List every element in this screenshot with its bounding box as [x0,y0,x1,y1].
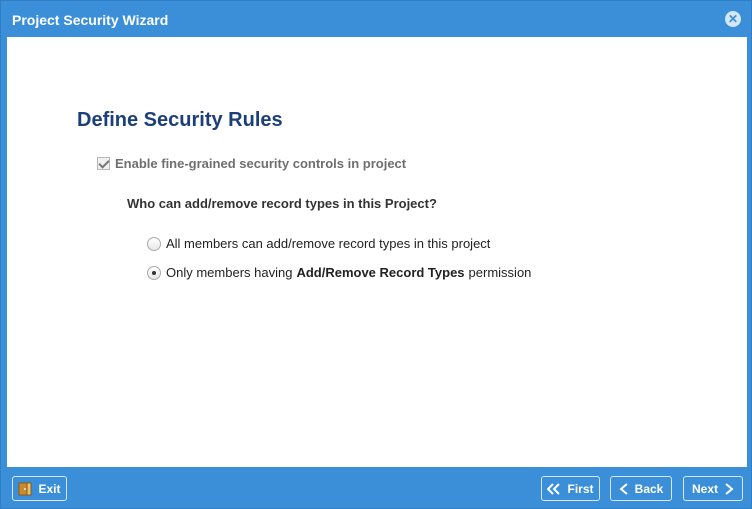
radio-all-members[interactable] [147,237,161,251]
radio-option-all-members[interactable] [147,236,490,251]
radio-permission-only[interactable] [147,266,161,280]
chevron-right-icon [724,483,734,495]
exit-button[interactable] [12,476,67,501]
exit-label: Exit [38,481,61,496]
next-button[interactable] [683,476,743,501]
enable-security-checkbox[interactable] [97,157,110,170]
radio-option-permission-only[interactable] [147,265,531,280]
title-bar [1,1,751,37]
page-title: Define Security Rules [77,109,283,131]
close-icon[interactable]: ✕ [725,11,741,27]
wizard-footer [1,467,751,509]
dialog-title: Project Security Wizard [12,12,169,28]
enable-security-label: Enable fine-grained security controls in project [115,156,407,171]
back-label: Back [634,481,664,496]
permission-question: Who can add/remove record types in this Project? [127,196,437,211]
double-chevron-left-icon [547,483,561,495]
next-label: Next [691,481,718,496]
first-label: First [567,481,594,496]
chevron-left-icon [619,483,629,495]
enable-security-checkbox-row[interactable] [97,156,406,171]
radio-permission-prefix: Only members having [166,265,293,280]
radio-permission-suffix: permission [468,265,532,280]
wizard-content [7,37,747,467]
permission-name: Add/Remove Record Types [296,265,465,280]
exit-door-icon [18,482,32,496]
first-button[interactable] [541,476,600,501]
radio-all-members-label: All members can add/remove record types in this project [166,236,491,251]
back-button[interactable] [610,476,672,501]
